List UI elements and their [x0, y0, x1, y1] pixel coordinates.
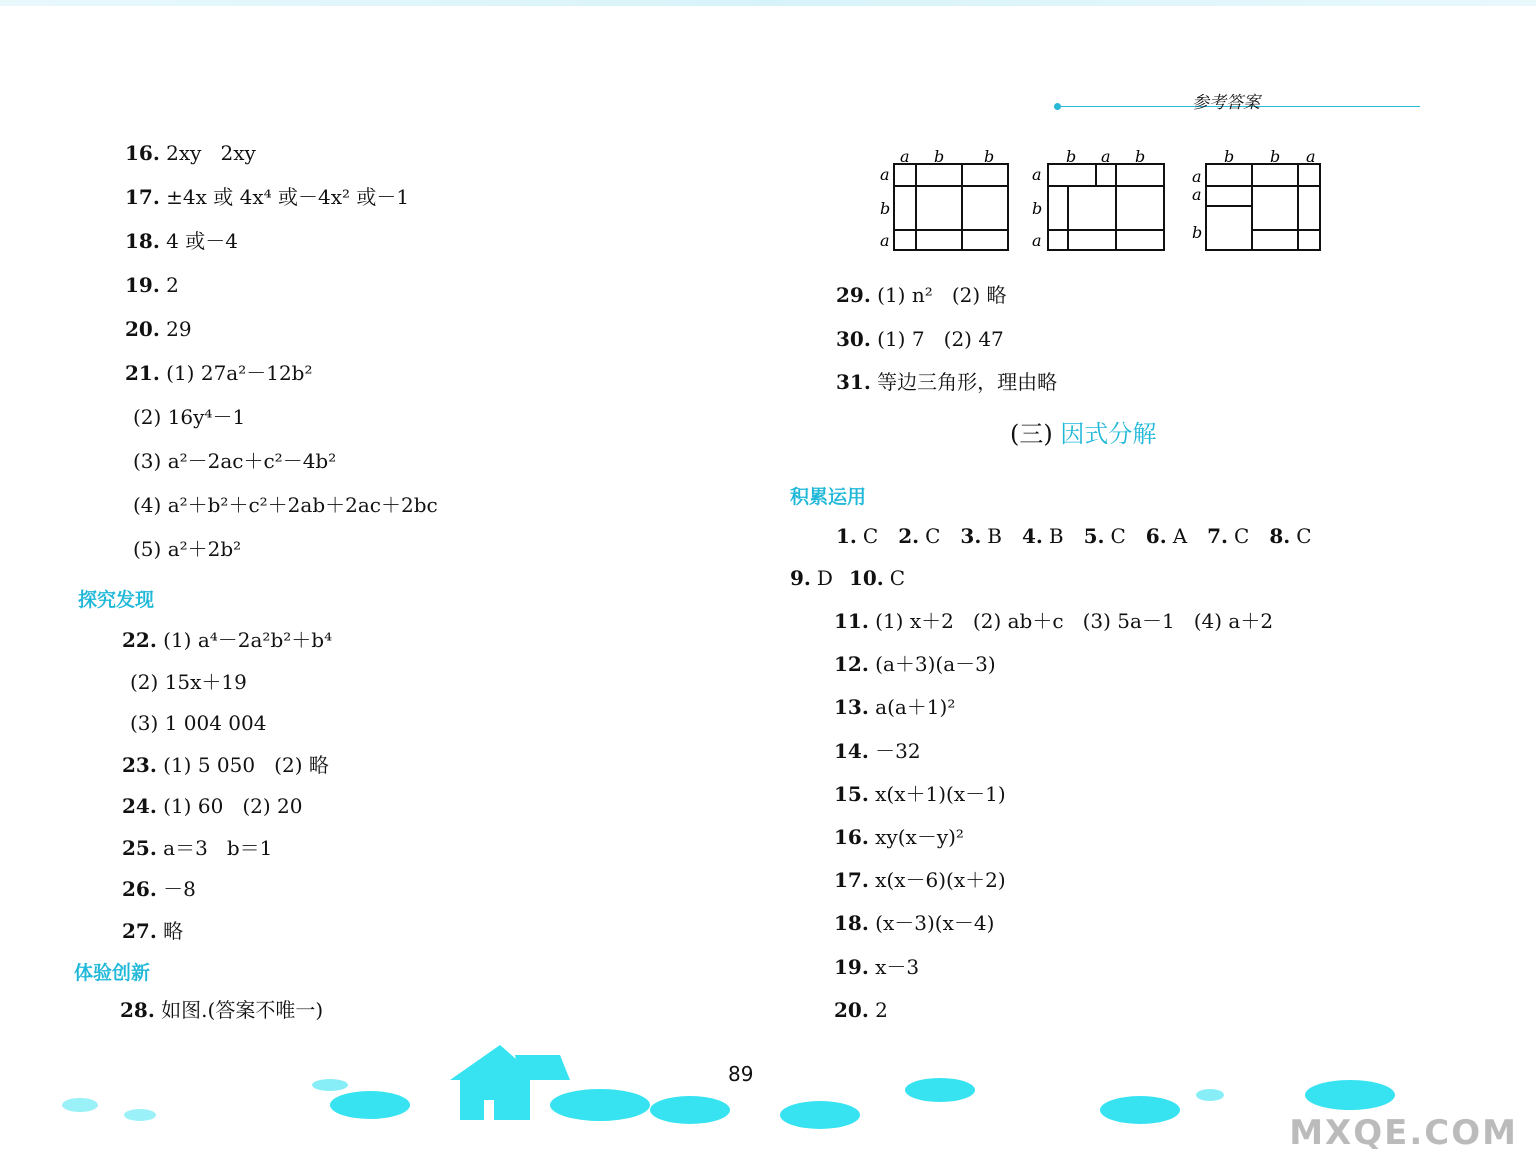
answer-text: 4 或－4	[159, 229, 238, 253]
answer-text: (2) 16y⁴－1	[133, 405, 246, 429]
chapter-title	[1010, 414, 1156, 449]
rectangle-tiling-figures	[870, 140, 1340, 260]
answer-number: 27.	[122, 918, 157, 943]
grid-label: b	[1135, 147, 1146, 166]
section-heading-innovate: 体验创新	[74, 962, 151, 984]
grid-label: a	[1306, 147, 1316, 166]
answer-line	[836, 370, 1057, 394]
choice-answers-row-1	[836, 524, 1332, 548]
grid-label: a	[1192, 185, 1202, 204]
choice-number: 1.	[836, 524, 857, 548]
answer-number: 20.	[125, 317, 160, 341]
watermark-text: MXQE.COM	[1289, 1113, 1518, 1153]
tiling-figure-2	[1048, 164, 1164, 250]
answer-text: (1) x＋2 (2) ab＋c (3) 5a－1 (4) a＋2	[868, 609, 1274, 633]
answer-line	[834, 868, 1006, 892]
answer-text: (1) n² (2) 略	[870, 283, 1007, 307]
answer-line	[834, 609, 1273, 633]
answer-number: 12.	[834, 652, 869, 677]
answer-line	[133, 405, 245, 429]
answer-text: x(x－6)(x＋2)	[868, 868, 1006, 893]
answer-line	[122, 919, 183, 943]
answer-text: 2	[868, 997, 888, 1022]
answer-text: (1) 7 (2) 47	[870, 326, 1004, 351]
grid-label: a	[1192, 167, 1202, 186]
answer-line	[834, 955, 919, 979]
answer-number: 15.	[834, 781, 869, 806]
tiling-figure-1	[894, 164, 1008, 250]
answer-line	[122, 836, 272, 860]
answer-line	[834, 998, 888, 1022]
answer-text: (3) a²－2ac＋c²－4b²	[133, 449, 337, 473]
answer-number: 25.	[122, 835, 157, 860]
answer-text: 等边三角形，理由略	[870, 370, 1058, 394]
choice-answer: C	[1110, 524, 1126, 548]
choice-answer: A	[1172, 524, 1188, 548]
answer-line	[125, 361, 313, 385]
grid-label: a	[880, 165, 890, 184]
answer-number: 30.	[836, 326, 871, 351]
grid-label: a	[880, 231, 890, 250]
answer-line	[834, 652, 996, 676]
answer-line	[130, 711, 266, 735]
answer-line	[130, 670, 247, 694]
answer-text: ±4x 或 4x⁴ 或－4x² 或－1	[159, 185, 410, 209]
answer-number: 19.	[125, 273, 160, 297]
choice-answer: C	[1296, 524, 1312, 548]
tiling-figure-3	[1206, 164, 1320, 250]
choice-number: 6.	[1145, 524, 1167, 548]
answer-text: (x－3)(x－4)	[868, 911, 995, 936]
answer-line	[834, 695, 955, 719]
choice-number: 2.	[898, 524, 920, 548]
answer-text: xy(x－y)²	[868, 825, 964, 849]
answer-text: x(x＋1)(x－1)	[868, 781, 1006, 806]
answer-number: 18.	[125, 229, 160, 253]
answer-number: 24.	[122, 794, 157, 818]
answer-line	[133, 449, 336, 473]
answer-line	[122, 628, 332, 652]
answer-number: 29.	[836, 283, 871, 307]
answer-text: －8	[156, 877, 196, 901]
answer-number: 28.	[120, 998, 155, 1022]
answer-number: 17.	[125, 185, 160, 209]
chapter-prefix: (三)	[1010, 420, 1053, 448]
answer-line	[122, 877, 196, 901]
grid-label: a	[900, 147, 910, 166]
grid-label: b	[934, 147, 945, 166]
figure-grids	[870, 140, 1340, 264]
answer-number: 21.	[125, 361, 160, 385]
answer-text: (1) 5 050 (2) 略	[156, 752, 329, 777]
answer-text: (a＋3)(a－3)	[868, 652, 996, 677]
answer-number: 23.	[122, 752, 157, 777]
answer-text: (3) 1 004 004	[130, 711, 267, 735]
answer-text: －32	[868, 738, 921, 763]
answer-line	[834, 782, 1006, 806]
answer-text: 29	[159, 317, 192, 341]
answer-text: a＝3 b＝1	[156, 835, 273, 860]
choice-number: 10.	[848, 566, 884, 590]
answer-number: 19.	[834, 954, 869, 979]
choice-number: 7.	[1207, 524, 1229, 548]
answer-number: 13.	[834, 695, 869, 720]
answer-line	[836, 327, 1004, 351]
grid-label: a	[1032, 165, 1042, 184]
grid-label: a	[1032, 231, 1042, 250]
answer-number: 20.	[834, 997, 869, 1022]
chapter-name: 因式分解	[1060, 420, 1157, 448]
answer-text: 如图.(答案不唯一)	[154, 998, 324, 1022]
grid-label: b	[1066, 147, 1077, 166]
choice-number: 9.	[790, 566, 811, 590]
choice-number: 3.	[960, 524, 982, 548]
answer-line	[122, 753, 329, 777]
choice-answer: C	[1234, 524, 1250, 548]
answer-text: a(a＋1)²	[868, 695, 956, 720]
top-strip	[0, 0, 1536, 6]
answer-line	[125, 273, 179, 297]
answer-line	[125, 141, 256, 165]
section-heading-accumulate: 积累运用	[790, 486, 867, 508]
choice-answer: C	[925, 524, 941, 548]
answer-line	[836, 283, 1007, 307]
answer-number: 16.	[834, 825, 869, 849]
answer-text: 略	[156, 918, 184, 943]
section-heading-explore: 探究发现	[78, 589, 155, 611]
answer-line	[834, 911, 994, 935]
answer-text: (5) a²＋2b²	[133, 537, 242, 561]
answer-line	[125, 317, 192, 341]
grid-label: b	[1224, 147, 1235, 166]
grid-label: b	[984, 147, 995, 166]
answer-line	[122, 794, 303, 818]
grid-label: b	[1032, 199, 1043, 218]
answer-line	[125, 229, 238, 253]
answer-text: (1) 27a²－12b²	[159, 361, 313, 385]
grid-label: b	[880, 199, 891, 218]
answer-line	[120, 998, 323, 1022]
answer-number: 26.	[122, 877, 157, 901]
answer-number: 18.	[834, 911, 869, 936]
answer-text: 2	[159, 273, 179, 297]
choice-number: 4.	[1022, 524, 1043, 548]
header-title: 参考答案	[1192, 93, 1260, 113]
grid-label: b	[1270, 147, 1281, 166]
page-number: 89	[728, 1062, 754, 1086]
grid-label: a	[1101, 147, 1111, 166]
choice-answer: C	[889, 566, 906, 590]
answer-text: (1) 60 (2) 20	[156, 794, 303, 818]
choice-answer: D	[816, 566, 833, 590]
answer-line	[133, 493, 438, 517]
choice-answers-row-2	[790, 566, 921, 590]
choice-number: 8.	[1269, 524, 1291, 548]
answer-text: (2) 15x＋19	[130, 669, 247, 694]
answer-number: 16.	[125, 141, 160, 165]
choice-answer: B	[1048, 524, 1064, 548]
answer-text: 2xy 2xy	[159, 141, 256, 165]
answer-line	[125, 185, 409, 209]
choice-number: 5.	[1083, 524, 1105, 548]
answer-line	[133, 537, 241, 561]
choice-answer: B	[987, 524, 1002, 548]
answer-number: 17.	[834, 868, 869, 893]
answer-text: (1) a⁴－2a²b²＋b⁴	[156, 628, 333, 652]
answer-number: 22.	[122, 628, 157, 652]
answer-text: (4) a²＋b²＋c²＋2ab＋2ac＋2bc	[133, 493, 438, 517]
grid-label: b	[1192, 223, 1203, 242]
answer-number: 11.	[834, 609, 869, 633]
answer-line	[834, 739, 921, 763]
answer-number: 14.	[834, 738, 869, 763]
choice-answer: C	[862, 524, 879, 548]
answer-text: x－3	[868, 954, 920, 979]
answer-line	[834, 825, 964, 849]
answer-number: 31.	[836, 370, 871, 394]
